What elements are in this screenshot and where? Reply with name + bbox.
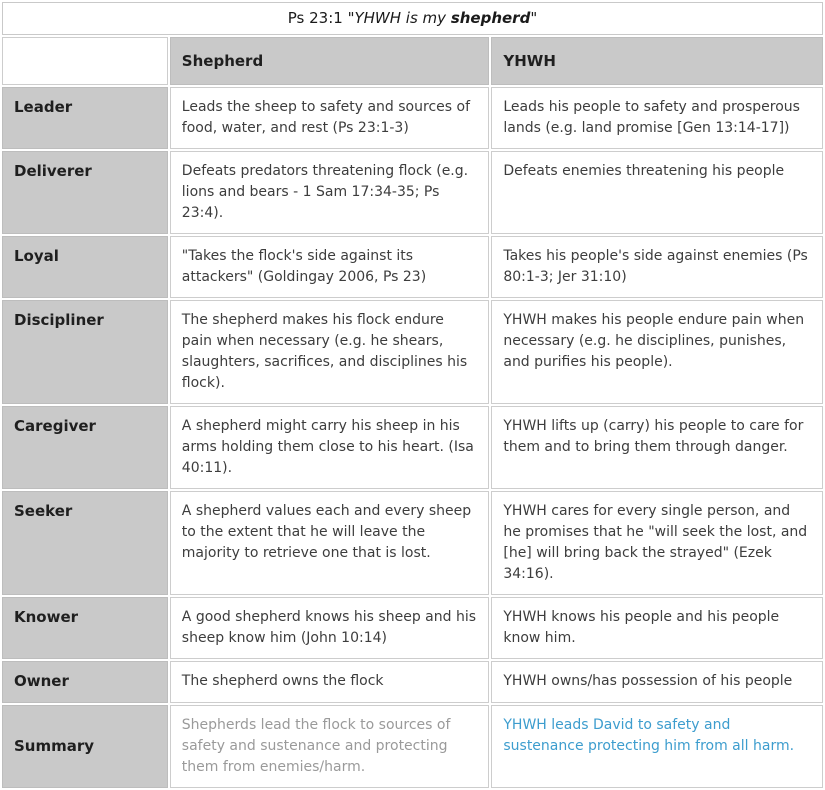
cell-leader-shepherd: Leads the sheep to safety and sources of food, water, and rest (Ps 23:1-3) xyxy=(170,87,490,149)
table-row xyxy=(2,406,823,489)
table-row xyxy=(2,491,823,595)
row-label-knower: Knower xyxy=(2,597,168,659)
row-label-discipliner: Discipliner xyxy=(2,300,168,404)
row-label-owner: Owner xyxy=(2,661,168,703)
cell-seeker-yhwh: YHWH cares for every single person, and he promises that he "will seek the lost, and [he] will bring back the strayed" (Ezek 34:16). xyxy=(491,491,823,595)
column-header-yhwh: YHWH xyxy=(491,37,823,85)
row-label-summary: Summary xyxy=(2,705,168,788)
cell-caregiver-shepherd: A shepherd might carry his sheep in his arms holding them close to his heart. (Isa 40:11). xyxy=(170,406,490,489)
cell-leader-yhwh: Leads his people to safety and prosperous lands (e.g. land promise [Gen 13:14-17]) xyxy=(491,87,823,149)
table-row xyxy=(2,300,823,404)
table-row xyxy=(2,661,823,703)
cell-seeker-shepherd: A shepherd values each and every sheep to the extent that he will leave the majority to retrieve one that is lost. xyxy=(170,491,490,595)
table-row xyxy=(2,87,823,149)
cell-knower-shepherd: A good shepherd knows his sheep and his sheep know him (John 10:14) xyxy=(170,597,490,659)
row-label-caregiver: Caregiver xyxy=(2,406,168,489)
summary-row xyxy=(2,705,823,788)
cell-discipliner-yhwh: YHWH makes his people endure pain when necessary (e.g. he disciplines, punishes, and purifies his people). xyxy=(491,300,823,404)
title-close-quote: " xyxy=(530,9,538,27)
cell-owner-shepherd: The shepherd owns the flock xyxy=(170,661,490,703)
title-italic: "YHWH is my xyxy=(347,9,451,27)
title-prefix: Ps 23:1 xyxy=(287,9,348,27)
cell-summary-shepherd: Shepherds lead the flock to sources of safety and sustenance and protecting them from enemies/harm. xyxy=(170,705,490,788)
cell-loyal-shepherd: "Takes the flock's side against its attackers" (Goldingay 2006, Ps 23) xyxy=(170,236,490,298)
table-row xyxy=(2,151,823,234)
corner-cell xyxy=(2,37,168,85)
column-header-shepherd: Shepherd xyxy=(170,37,490,85)
cell-loyal-yhwh: Takes his people's side against enemies (Ps 80:1-3; Jer 31:10) xyxy=(491,236,823,298)
table-row xyxy=(2,597,823,659)
cell-deliverer-shepherd: Defeats predators threatening flock (e.g. lions and bears - 1 Sam 17:34-35; Ps 23:4). xyxy=(170,151,490,234)
title-keyword: shepherd xyxy=(450,9,531,27)
header-row xyxy=(2,37,823,85)
cell-summary-yhwh: YHWH leads David to safety and sustenance protecting him from all harm. xyxy=(491,705,823,788)
cell-deliverer-yhwh: Defeats enemies threatening his people xyxy=(491,151,823,234)
row-label-leader: Leader xyxy=(2,87,168,149)
cell-owner-yhwh: YHWH owns/has possession of his people xyxy=(491,661,823,703)
cell-discipliner-shepherd: The shepherd makes his flock endure pain when necessary (e.g. he shears, slaughters, sacrifices, and disciplines his flock). xyxy=(170,300,490,404)
page-title xyxy=(2,2,823,35)
table-row xyxy=(2,236,823,298)
row-label-deliverer: Deliverer xyxy=(2,151,168,234)
title-row xyxy=(2,2,823,35)
cell-knower-yhwh: YHWH knows his people and his people know him. xyxy=(491,597,823,659)
row-label-seeker: Seeker xyxy=(2,491,168,595)
cell-caregiver-yhwh: YHWH lifts up (carry) his people to care for them and to bring them through danger. xyxy=(491,406,823,489)
row-label-loyal: Loyal xyxy=(2,236,168,298)
